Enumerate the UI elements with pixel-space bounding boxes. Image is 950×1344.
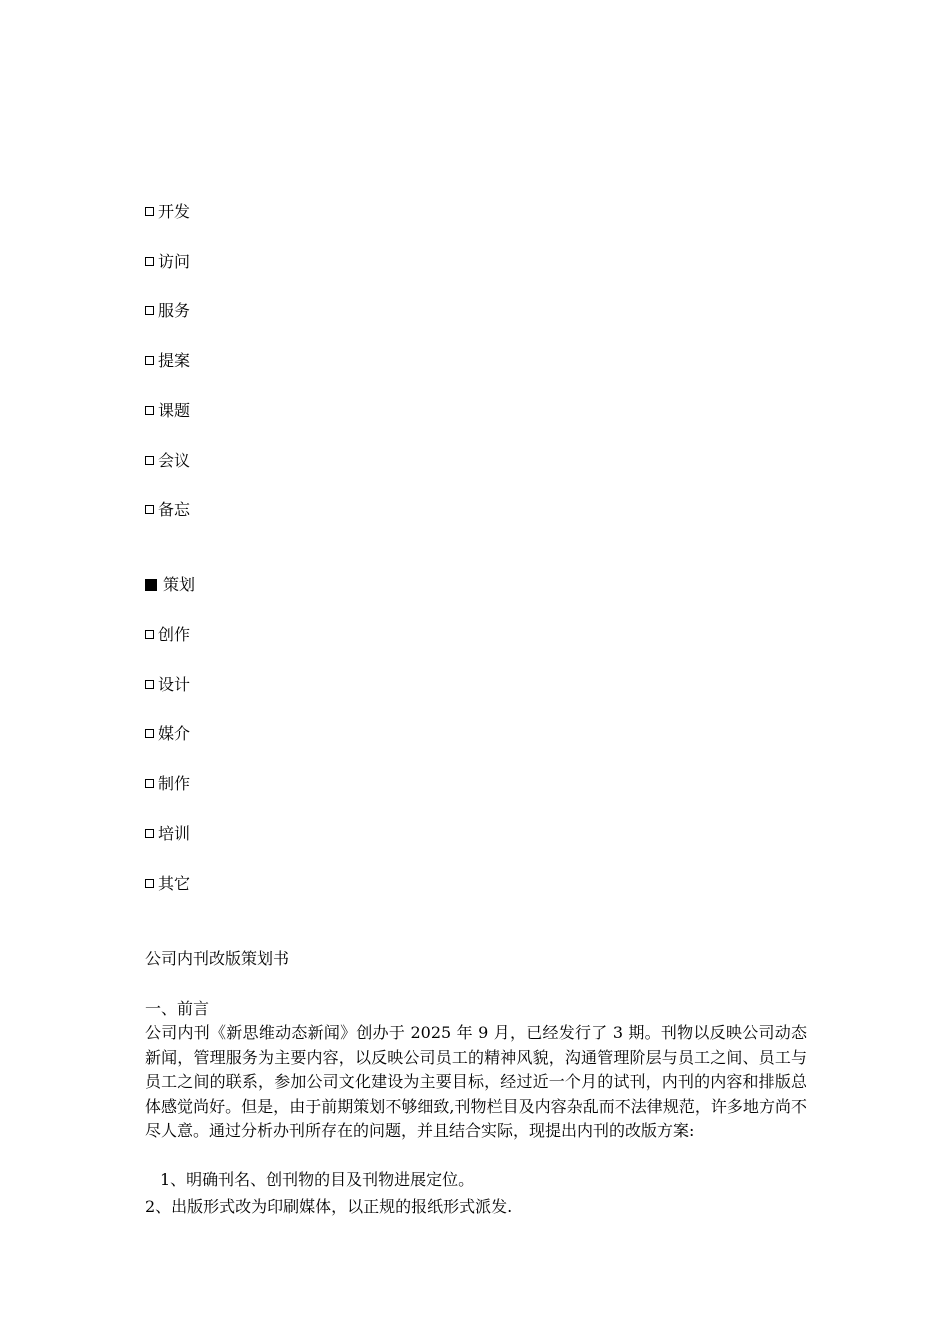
checklist-item	[145, 451, 190, 471]
checklist-item	[145, 774, 190, 794]
checklist-item-label: 备忘	[158, 500, 191, 519]
checklist-item-label: 访问	[158, 252, 191, 271]
checklist-item-label: 课题	[158, 401, 191, 420]
checkbox-empty-icon	[145, 207, 154, 216]
checkbox-empty-icon	[145, 680, 154, 689]
checklist-item-label: 培训	[158, 824, 191, 843]
checkbox-empty-icon	[145, 356, 154, 365]
checklist-item	[145, 202, 190, 222]
checklist-item-label: 创作	[158, 625, 191, 644]
checkbox-empty-icon	[145, 456, 154, 465]
checklist-item	[145, 824, 190, 844]
checklist-item-label: 制作	[158, 774, 191, 793]
checklist-item	[145, 401, 190, 421]
checkbox-empty-icon	[145, 779, 154, 788]
checklist-item-label: 提案	[158, 351, 191, 370]
checklist-item	[145, 500, 190, 520]
checkbox-empty-icon	[145, 729, 154, 738]
checklist-item	[145, 625, 190, 645]
checklist-item	[145, 874, 190, 894]
checkbox-empty-icon	[145, 630, 154, 639]
checkbox-empty-icon	[145, 406, 154, 415]
checklist-item	[145, 301, 190, 321]
category-heading-label: 策划	[163, 575, 196, 594]
numbered-point: 2、出版形式改为印刷媒体，以正规的报纸形式派发.	[145, 1197, 513, 1216]
body-paragraph: 公司内刊《新思维动态新闻》创办于 2025 年 9 月，已经发行了 3 期。刊物以反映公司动态新闻，管理服务为主要内容，以反映公司员工的精神风貌，沟通管理阶层与员工之间、员工与员工之间的联系，参加公司文化建设为主要目标，经过近一个月的试刊，内刊的内容和排版总体感觉尚好。但是，由于前期策划不够细致,刊物栏目及内容杂乱而不法律规范，许多地方尚不尽人意。通过分析办刊所存在的问题，并且结合实际，现提出内刊的改版方案:	[145, 1023, 807, 1140]
checklist-item-label: 开发	[158, 202, 191, 221]
checklist-item-label: 其它	[158, 874, 191, 893]
checklist-item-label: 服务	[158, 301, 191, 320]
checklist-item	[145, 351, 190, 371]
checklist-item-label: 媒介	[158, 724, 191, 743]
checkbox-empty-icon	[145, 257, 154, 266]
checkbox-empty-icon	[145, 829, 154, 838]
numbered-point: 1、明确刊名、创刊物的目及刊物进展定位。	[160, 1170, 475, 1189]
checklist-item	[145, 252, 190, 272]
document-title: 公司内刊改版策划书	[145, 949, 290, 968]
section-heading: 一、前言	[145, 999, 210, 1018]
checklist-item	[145, 724, 190, 744]
checklist-item-label: 会议	[158, 451, 191, 470]
checkbox-empty-icon	[145, 505, 154, 514]
checklist-item	[145, 675, 190, 695]
checkbox-empty-icon	[145, 306, 154, 315]
category-heading	[145, 575, 195, 595]
checklist-item-label: 设计	[158, 675, 191, 694]
checkbox-filled-icon	[145, 579, 157, 591]
checkbox-empty-icon	[145, 879, 154, 888]
